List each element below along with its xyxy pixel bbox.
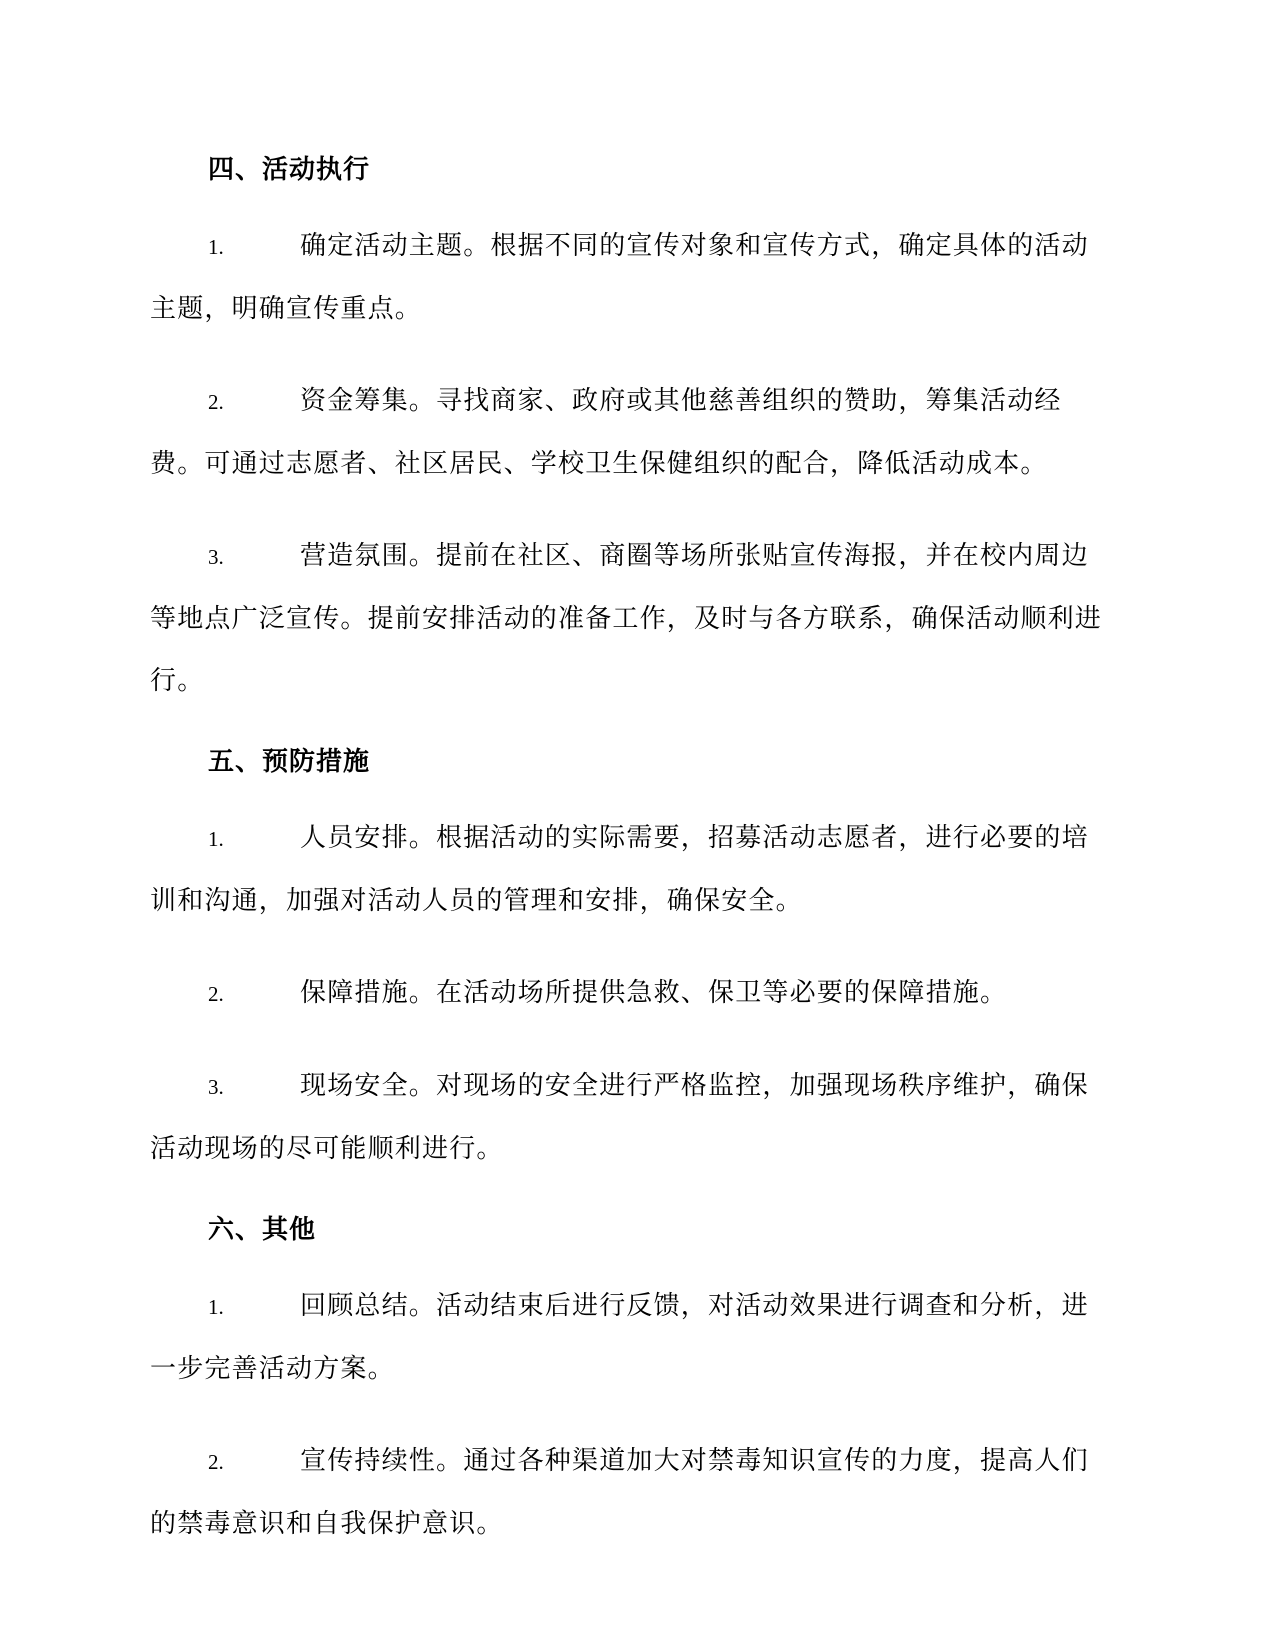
item-text: 现场安全。对现场的安全进行严格监控，加强现场秩序维护，确保活动现场的尽可能顺利进行。 bbox=[150, 1071, 1089, 1164]
item-text: 人员安排。根据活动的实际需要，招募活动志愿者，进行必要的培训和沟通，加强对活动人员的管理和安排，确保安全。 bbox=[150, 823, 1089, 916]
item-text: 确定活动主题。根据不同的宣传对象和宣传方式，确定具体的活动主题，明确宣传重点。 bbox=[150, 231, 1089, 324]
item-number: 1. bbox=[208, 235, 224, 259]
section-prevention-measures bbox=[150, 742, 1110, 1180]
item-number: 1. bbox=[208, 827, 224, 851]
list-item bbox=[150, 962, 1110, 1025]
list-item bbox=[150, 215, 1110, 340]
item-number: 2. bbox=[208, 390, 224, 414]
item-number: 2. bbox=[208, 982, 224, 1006]
list-item bbox=[150, 525, 1110, 712]
item-number: 3. bbox=[208, 545, 224, 569]
item-number: 1. bbox=[208, 1295, 224, 1319]
item-text: 资金筹集。寻找商家、政府或其他慈善组织的赞助，筹集活动经费。可通过志愿者、社区居民、学校卫生保健组织的配合，降低活动成本。 bbox=[150, 386, 1062, 479]
item-number: 2. bbox=[208, 1450, 224, 1474]
item-number: 3. bbox=[208, 1075, 224, 1099]
section-heading: 四、活动执行 bbox=[208, 155, 371, 185]
section-heading: 五、预防措施 bbox=[208, 747, 371, 777]
section-other bbox=[150, 1210, 1110, 1555]
item-text: 营造氛围。提前在社区、商圈等场所张贴宣传海报，并在校内周边等地点广泛宣传。提前安排活动的准备工作，及时与各方联系，确保活动顺利进行。 bbox=[150, 541, 1103, 696]
item-text: 回顾总结。活动结束后进行反馈，对活动效果进行调查和分析，进一步完善活动方案。 bbox=[150, 1291, 1089, 1384]
item-text: 保障措施。在活动场所提供急救、保卫等必要的保障措施。 bbox=[300, 978, 1008, 1008]
list-item bbox=[150, 1055, 1110, 1180]
section-activity-execution bbox=[150, 150, 1110, 712]
item-text: 宣传持续性。通过各种渠道加大对禁毒知识宣传的力度，提高人们的禁毒意识和自我保护意识。 bbox=[150, 1446, 1089, 1539]
list-item bbox=[150, 1430, 1110, 1555]
list-item bbox=[150, 1275, 1110, 1400]
section-heading: 六、其他 bbox=[208, 1215, 317, 1245]
list-item bbox=[150, 807, 1110, 932]
list-item bbox=[150, 370, 1110, 495]
document-body bbox=[150, 150, 1110, 1585]
